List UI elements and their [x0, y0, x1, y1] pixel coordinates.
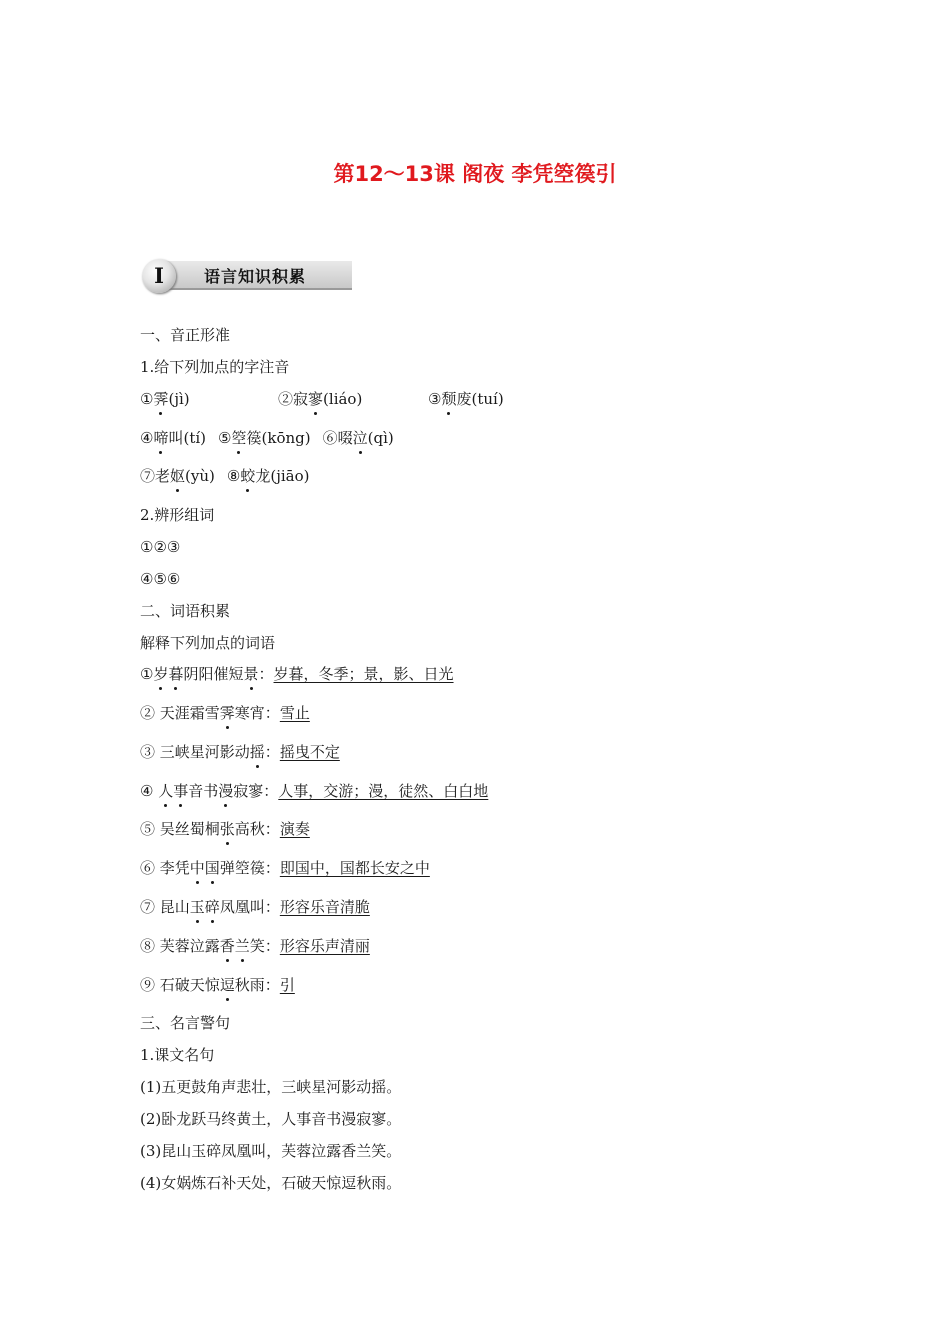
dotted-char: 兰	[234, 937, 250, 955]
question2-row-1: ①②③	[140, 538, 181, 556]
dotted-char: 妪	[170, 467, 186, 485]
item-number: ⑦	[140, 467, 156, 485]
item-number: ①	[140, 390, 154, 408]
prompt-text: ⑧ 芙蓉泣露	[140, 937, 220, 955]
pinyin: (liáo)	[323, 390, 363, 408]
pron-item	[428, 389, 504, 409]
prompt-text: ⑥ 李凭	[140, 859, 190, 877]
vocab-item	[140, 664, 454, 684]
dotted-char: 漫	[218, 782, 234, 800]
question2-text: 2.辨形组词	[140, 506, 215, 524]
prompt-text: ①	[140, 665, 154, 683]
prompt-text: ② 天涯霜雪	[140, 704, 220, 722]
prompt-text: 寂寥：	[233, 782, 279, 800]
answer-text: 演奏	[279, 820, 310, 838]
pinyin: (jì)	[168, 390, 190, 408]
dotted-char: 蛟	[240, 467, 256, 485]
section3-heading: 三、名言警句	[140, 1014, 231, 1032]
dotted-char: 箜	[231, 429, 247, 447]
answer-text: 人事，交游；漫，徒然、白白地	[278, 782, 489, 800]
pron-item	[278, 389, 362, 409]
quote-line: (3)昆山玉碎凤凰叫，芙蓉泣露香兰笑。	[140, 1142, 402, 1160]
vocab-item	[140, 819, 310, 839]
pron-item	[323, 428, 394, 448]
prompt-text: 凤凰叫：	[219, 898, 280, 916]
dotted-char: 碎	[204, 898, 220, 916]
prompt-text: 笑：	[249, 937, 280, 955]
prompt-text: ④	[140, 782, 159, 800]
dotted-char: 泣	[352, 429, 368, 447]
dotted-char: 张	[219, 820, 235, 838]
pron-row-3	[140, 466, 310, 486]
dotted-char: 国	[204, 859, 220, 877]
prompt-text: 秋雨：	[234, 976, 280, 994]
prompt-text: 寒宵：	[234, 704, 280, 722]
quote-line: (2)卧龙跃马终黄土，人事音书漫寂寥。	[140, 1110, 402, 1128]
item-number: ③	[428, 390, 442, 408]
dotted-char: 颓	[441, 390, 457, 408]
dotted-char: 霁	[219, 704, 235, 722]
prompt-text: 音书	[188, 782, 219, 800]
answer-text: 摇曳不定	[279, 743, 340, 761]
pinyin: (jiāo)	[270, 467, 310, 485]
quote-line: (1)五更鼓角声悲壮，三峡星河影动摇。	[140, 1078, 402, 1096]
section1-heading: 一、音正形准	[140, 326, 231, 344]
answer-text: 形容乐声清丽	[279, 937, 370, 955]
prompt-text: ⑤ 吴丝蜀桐	[140, 820, 220, 838]
item-number: ⑤	[218, 429, 232, 447]
dotted-char: 玉	[189, 898, 205, 916]
vocab-item	[140, 742, 340, 762]
banner-label: 语言知识积累	[204, 267, 307, 286]
item-number: ⑧	[226, 467, 241, 485]
item-number: ④	[140, 429, 154, 447]
vocab-item	[140, 975, 295, 995]
quote-line: (4)女娲炼石补天处，石破天惊逗秋雨。	[140, 1174, 402, 1192]
dotted-char: 寥	[308, 390, 324, 408]
prompt-text: 弹箜篌：	[219, 859, 280, 877]
dotted-char: 香	[219, 937, 235, 955]
item-number: ②	[278, 390, 294, 408]
vocab-item	[140, 897, 370, 917]
pron-item	[140, 389, 190, 409]
question2-row-2: ④⑤⑥	[140, 570, 181, 588]
prompt-text: 高秋：	[234, 820, 280, 838]
dotted-char: 人	[158, 782, 174, 800]
item-char: 啜	[337, 429, 353, 447]
item-char: 废	[456, 390, 472, 408]
prompt-text: 阴阳催短	[183, 665, 244, 683]
vocab-item	[140, 936, 370, 956]
pron-row-2	[140, 428, 394, 448]
pinyin: (kōng)	[261, 429, 311, 447]
dotted-char: 暮	[168, 665, 184, 683]
pinyin: (qì)	[367, 429, 394, 447]
pinyin: (tuí)	[471, 390, 504, 408]
page-title: 第12～13课 阁夜 李凭箜篌引	[333, 162, 617, 186]
section2-intro: 解释下列加点的词语	[140, 634, 276, 652]
prompt-text: ：	[264, 743, 280, 761]
item-char: 篌	[246, 429, 262, 447]
section2-heading: 二、词语积累	[140, 602, 231, 620]
prompt-text: ：	[258, 665, 274, 683]
vocab-item	[140, 703, 310, 723]
pron-item	[227, 466, 310, 486]
dotted-char: 摇	[249, 743, 265, 761]
answer-text: 即国中，国都长安之中	[279, 859, 430, 877]
answer-text: 引	[279, 976, 295, 994]
item-char: 叫	[168, 429, 184, 447]
pinyin: (tí)	[183, 429, 207, 447]
item-char: 寂	[293, 390, 309, 408]
vocab-item	[140, 858, 430, 878]
section3-sub: 1.课文名句	[140, 1046, 215, 1064]
item-number: ⑥	[322, 429, 338, 447]
banner-tab	[164, 261, 352, 290]
prompt-text: ③ 三峡星河影动	[140, 743, 250, 761]
prompt-text: ⑨ 石破天惊	[140, 976, 220, 994]
answer-text: 形容乐音清脆	[279, 898, 370, 916]
question1-text: 1.给下列加点的字注音	[140, 358, 290, 376]
item-char: 龙	[255, 467, 271, 485]
answer-text: 雪止	[279, 704, 310, 722]
pron-item	[140, 428, 206, 448]
dotted-char: 霁	[153, 390, 169, 408]
dotted-char: 啼	[153, 429, 169, 447]
vocab-item	[140, 781, 488, 801]
pron-item	[140, 466, 215, 486]
prompt-text: ⑦ 昆山	[140, 898, 190, 916]
pron-item	[218, 428, 311, 448]
dotted-char: 逗	[219, 976, 235, 994]
dotted-char: 中	[189, 859, 205, 877]
dotted-char: 岁	[153, 665, 169, 683]
banner-numeral-badge: I	[142, 259, 176, 293]
item-char: 老	[155, 467, 171, 485]
section-banner	[142, 258, 354, 294]
dotted-char: 景	[243, 665, 259, 683]
pinyin: (yù)	[185, 467, 215, 485]
answer-text: 岁暮，冬季；景，影、日光	[273, 665, 454, 683]
dotted-char: 事	[173, 782, 189, 800]
